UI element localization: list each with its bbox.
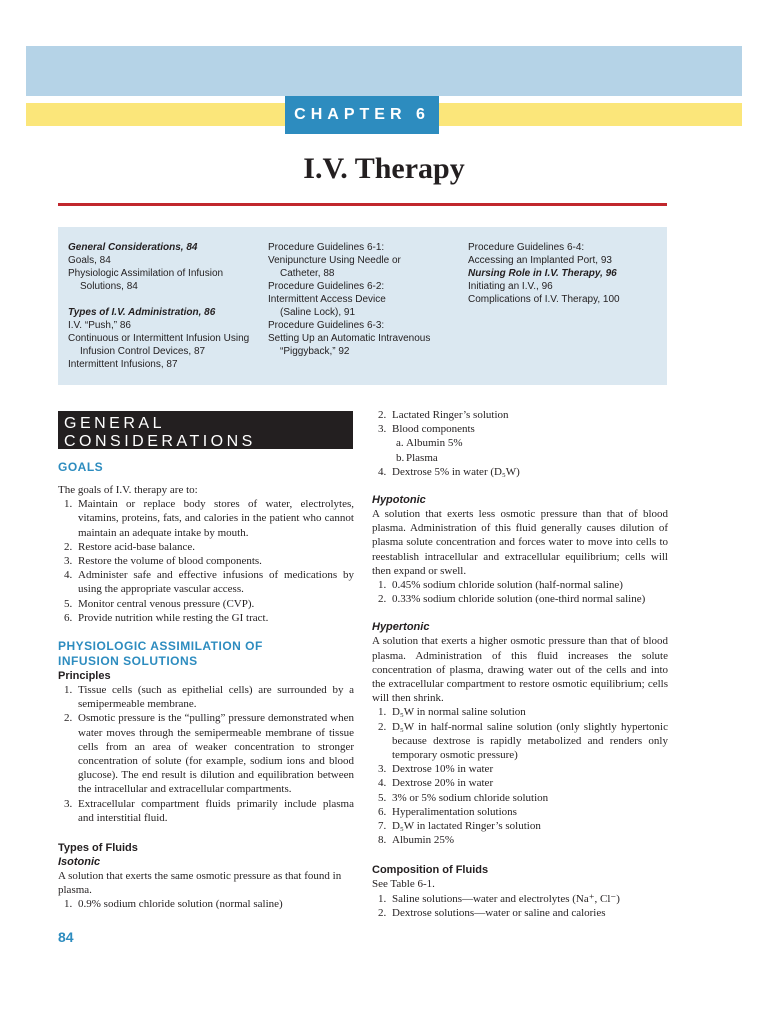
toc-entry: Procedure Guidelines 6-4: (468, 242, 585, 253)
title-divider (58, 203, 667, 206)
toc-entry: Complications of I.V. Therapy, 100 (468, 294, 620, 305)
chapter-title: I.V. Therapy (303, 152, 465, 185)
toc-entry: Intermittent Access Device (268, 294, 386, 305)
toc-entry: Accessing an Implanted Port, 93 (468, 255, 612, 266)
list-item: b. Plasma (396, 451, 438, 464)
list-item: 4. Dextrose 5% in water (D₅W) (378, 465, 520, 478)
toc-column-3 (468, 241, 663, 306)
hypertonic-text: A solution that exerts a higher osmotic pressure than that of blood plasma. Administration of this fluid increases the solute concentration of plasma, drawing water out of the cells and into the extracellular compartment to restore osmotic equilibrium; cells will then shrink. (372, 635, 668, 705)
blood-components-sublist (372, 436, 668, 464)
physio-heading-line2: INFUSION SOLUTIONS (58, 654, 198, 669)
list-item: 1. Maintain or replace body stores of water, electrolytes, vitamins, proteins, fats, and calories in the patient who cannot maintain an adequate intake by mouth. (64, 498, 354, 539)
hypotonic-heading: Hypotonic (372, 494, 426, 507)
goals-heading: GOALS (58, 460, 104, 474)
chapter-label: CHAPTER 6 (285, 96, 439, 134)
toc-entry: Setting Up an Automatic Intravenous (268, 333, 431, 344)
list-item: 5. Monitor central venous pressure (CVP). (64, 597, 255, 610)
list-item: 7. D₅W in lactated Ringer’s solution (378, 820, 541, 833)
list-item: 1. 0.45% sodium chloride solution (half-normal saline) (378, 579, 623, 592)
hypotonic-text: A solution that exerts less osmotic pressure than that of blood plasma. Administration of this fluid generally causes dilution of plasma solute concentration and forces water to move into cells to reestablish intracellular and extracellular equilibrium; cells will then expand or swell. (372, 508, 668, 577)
list-item: 3. Blood components (378, 423, 475, 436)
toc-entry: Intermittent Infusions, 87 (68, 359, 178, 370)
toc-column-1 (68, 241, 268, 371)
list-item: 3. Extracellular compartment fluids primarily include plasma and interstitial fluid. (64, 797, 354, 824)
toc-entry: (Saline Lock), 91 (280, 307, 356, 318)
toc-entry: Catheter, 88 (280, 268, 335, 279)
page-number: 84 (58, 929, 74, 945)
left-column (58, 460, 354, 912)
types-heading: Types of Fluids (58, 842, 138, 855)
toc-entry: Procedure Guidelines 6-1: (268, 242, 385, 253)
hypotonic-list (372, 578, 668, 606)
list-item: 3. Dextrose 10% in water (378, 763, 494, 776)
toc-entry: Procedure Guidelines 6-3: (268, 320, 385, 331)
hypertonic-heading: Hypertonic (372, 621, 430, 634)
isotonic-heading: Isotonic (58, 856, 101, 869)
list-item: 4. Dextrose 20% in water (378, 777, 494, 790)
toc-entry: Goals, 84 (68, 255, 111, 266)
list-item: 8. Albumin 25% (378, 834, 455, 847)
chapter-contents-box (58, 227, 667, 385)
list-item: 6. Provide nutrition while resting the GI tract. (64, 611, 269, 624)
isotonic-text: A solution that exerts the same osmotic pressure as that found in plasma. (58, 870, 342, 897)
goals-list (58, 497, 354, 625)
toc-entry (68, 293, 268, 306)
list-item: 2. Osmotic pressure is the “pulling” pressure demonstrated when water moves through the semipermeable membrane of tissue cells from an area of weaker concentration to stronger concentration of solute (for example, sodium ions and blood glucose). The end result is dilution and equilibration between the intracellular and extracellular compartments. (64, 712, 354, 796)
list-item: 4. Administer safe and effective infusions of medications by using the appropriate vascular access. (64, 569, 354, 596)
section-header: GENERAL CONSIDERATIONS (58, 411, 353, 449)
isotonic-list-continued (372, 408, 668, 436)
composition-list (372, 892, 668, 920)
toc-entry: Initiating an I.V., 96 (468, 281, 553, 292)
principles-list (58, 683, 354, 825)
list-item: 2. Restore acid-base balance. (64, 540, 195, 553)
toc-entry: “Piggyback,” 92 (280, 346, 350, 357)
toc-entry: Venipuncture Using Needle or (268, 255, 401, 266)
toc-entry: I.V. “Push,” 86 (68, 320, 131, 331)
toc-entry: General Considerations, 84 (68, 242, 198, 253)
list-item: 6. Hyperalimentation solutions (378, 805, 517, 818)
toc-entry: Solutions, 84 (80, 281, 138, 292)
list-item: 1. Saline solutions—water and electrolytes (Na⁺, Cl⁻) (378, 892, 620, 905)
goals-intro: The goals of I.V. therapy are to: (58, 484, 198, 496)
composition-heading: Composition of Fluids (372, 864, 489, 877)
header-blue-band (26, 46, 742, 96)
list-item: 5. 3% or 5% sodium chloride solution (378, 791, 549, 804)
physio-heading-line1: PHYSIOLOGIC ASSIMILATION OF (58, 639, 263, 654)
toc-entry: Continuous or Intermittent Infusion Using (68, 333, 250, 344)
list-item: 2. 0.33% sodium chloride solution (one-third normal saline) (378, 593, 646, 606)
toc-entry: Nursing Role in I.V. Therapy, 96 (468, 268, 617, 279)
list-item: 1. 0.9% sodium chloride solution (normal saline) (64, 898, 283, 911)
toc-entry: Procedure Guidelines 6-2: (268, 281, 385, 292)
list-item: a. Albumin 5% (396, 437, 463, 450)
toc-column-2 (268, 241, 468, 358)
isotonic-list-end (372, 465, 668, 479)
toc-entry: Physiologic Assimilation of Infusion (68, 268, 224, 279)
physio-heading (58, 639, 354, 669)
composition-intro: See Table 6-1. (372, 878, 435, 891)
hypertonic-list (372, 705, 668, 847)
toc-entry: Types of I.V. Administration, 86 (68, 307, 216, 318)
list-item: 1. Tissue cells (such as epithelial cells) are surrounded by a semipermeable membrane. (64, 684, 354, 711)
list-item: 2. Dextrose solutions—water or saline and calories (378, 906, 606, 919)
list-item: 2. D₅W in half-normal saline solution (only slightly hypertonic because dextrose is rapidly metabolized and renders only temporary osmotic pressure) (378, 720, 668, 762)
list-item: 1. D₅W in normal saline solution (378, 706, 526, 719)
list-item: 2. Lactated Ringer’s solution (378, 409, 509, 421)
toc-entry: Infusion Control Devices, 87 (80, 346, 206, 357)
isotonic-list-start (58, 897, 354, 911)
list-item: 3. Restore the volume of blood components. (64, 555, 262, 568)
right-column (372, 408, 668, 920)
principles-heading: Principles (58, 670, 111, 683)
